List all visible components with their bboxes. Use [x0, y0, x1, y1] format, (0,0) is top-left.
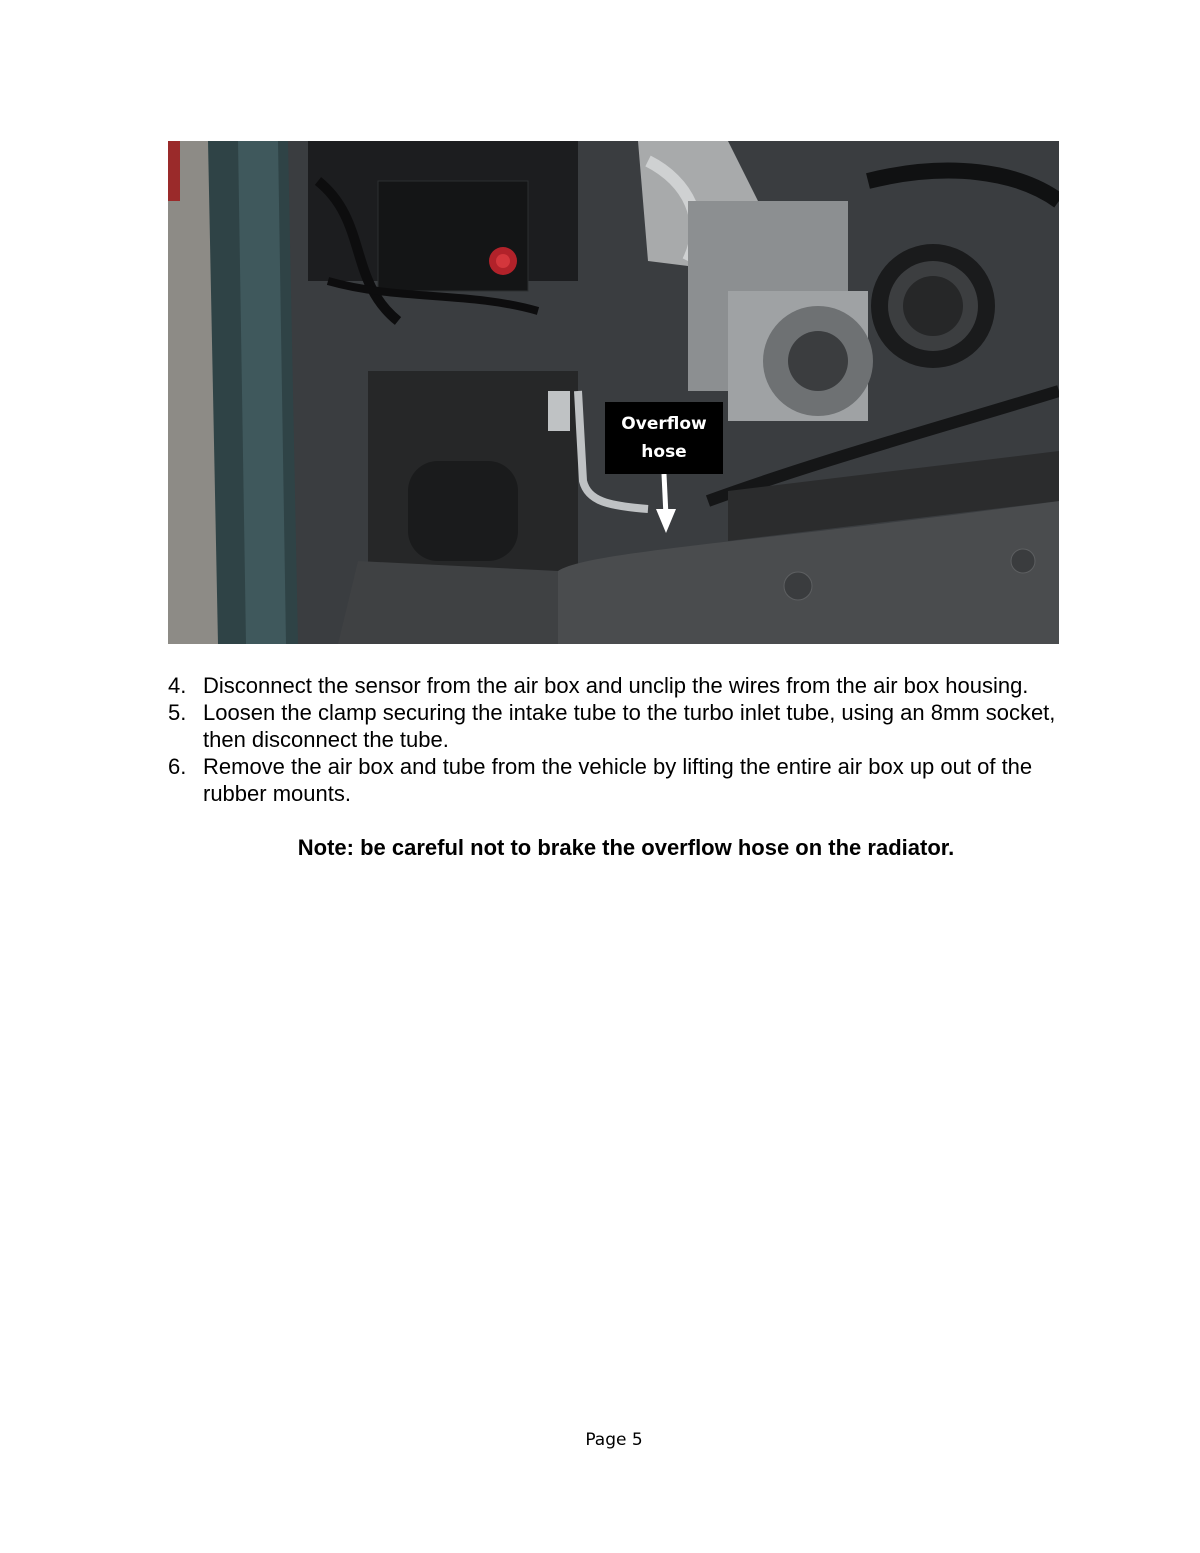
step-item: [168, 699, 1068, 753]
step-item: [168, 753, 1068, 807]
callout-line-2: hose: [641, 442, 687, 462]
step-text: Remove the air box and tube from the vehicle by lifting the entire air box up out of the rubber mounts.: [203, 754, 1033, 806]
step-number: 5.: [168, 700, 187, 725]
step-number: 6.: [168, 754, 187, 779]
engine-bay-photo: [168, 141, 1059, 644]
caution-note: Note: be careful not to brake the overflow hose on the radiator.: [297, 835, 955, 860]
step-text: Disconnect the sensor from the air box and unclip the wires from the air box housing.: [203, 673, 1029, 698]
page-number: Page 5: [585, 1430, 643, 1450]
overflow-hose-callout: [605, 402, 723, 474]
callout-line-1: Overflow: [621, 414, 707, 434]
instruction-steps: [168, 672, 1068, 807]
step-item: [168, 672, 1068, 699]
engine-bay-illustration: [168, 141, 1059, 644]
step-number: 4.: [168, 673, 187, 698]
step-text: Loosen the clamp securing the intake tube to the turbo inlet tube, using an 8mm socket, then disconnect the tube.: [203, 700, 1056, 752]
